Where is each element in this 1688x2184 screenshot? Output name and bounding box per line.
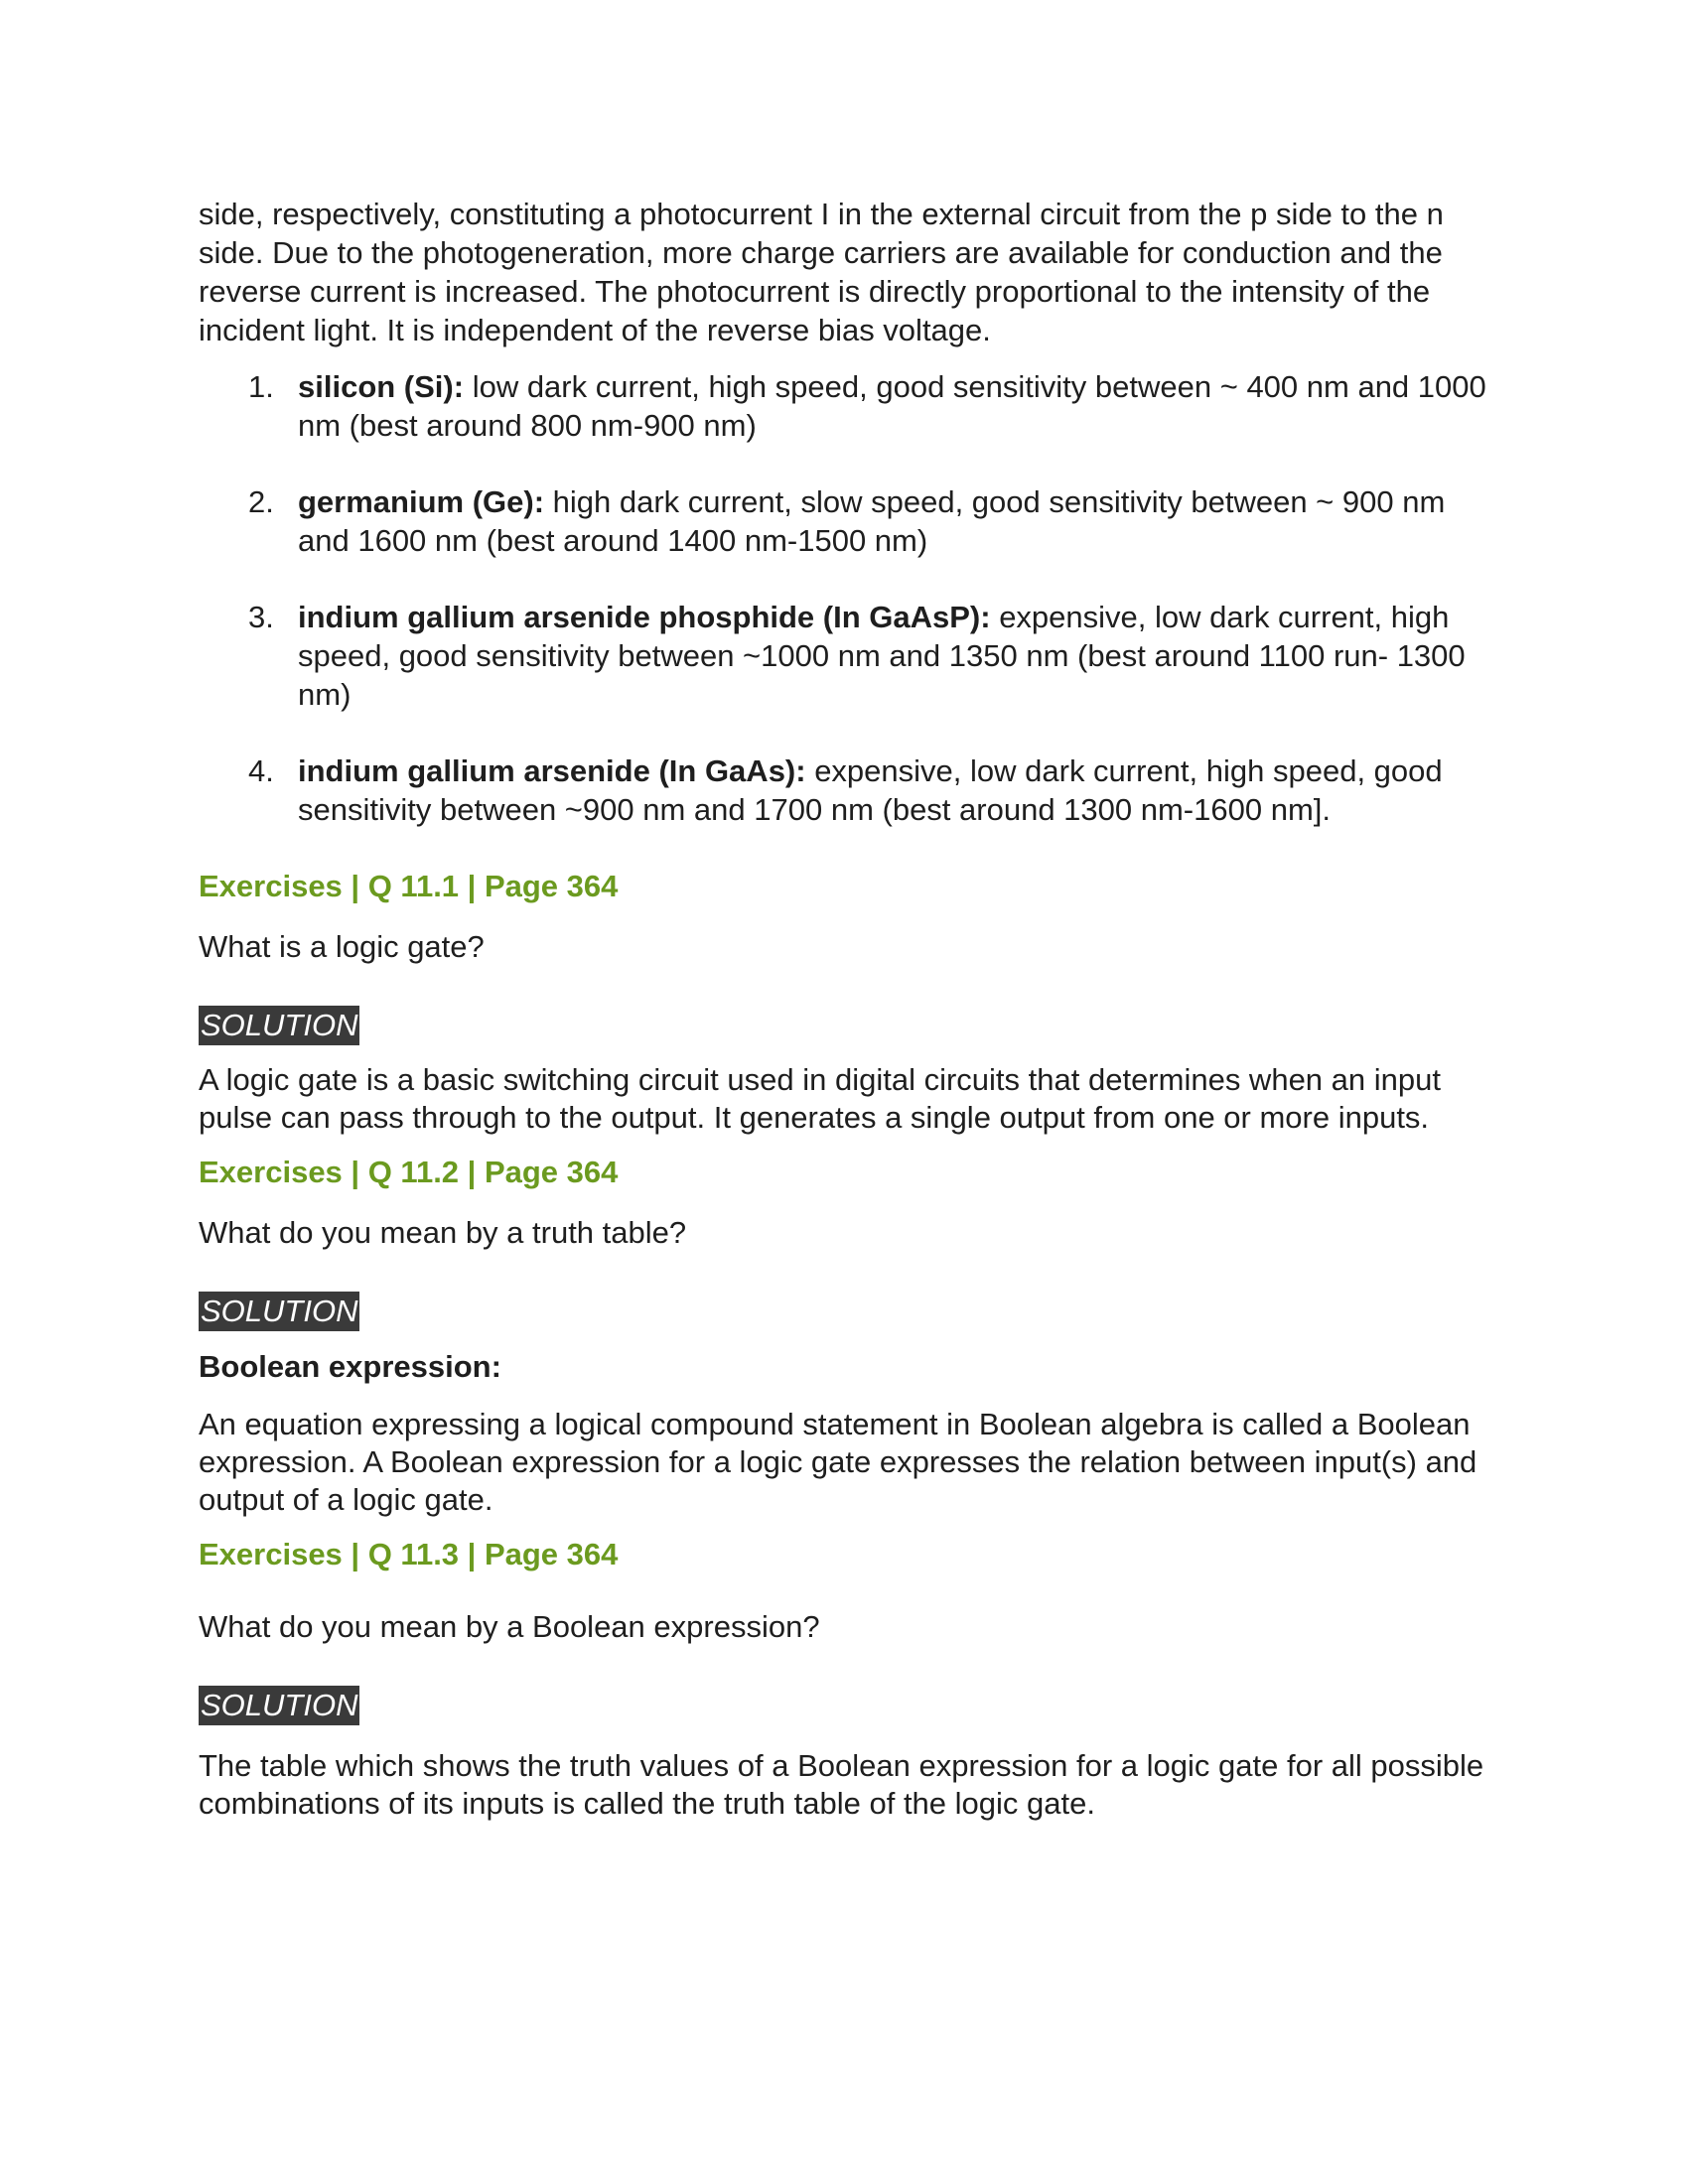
answer-text: A logic gate is a basic switching circuit used in digital circuits that determines when an input pulse can pass through to the output. It generates a single output from one or more inputs. [199,1062,1441,1135]
material-name: indium gallium arsenide phosphide (In GaAsP): [298,600,991,634]
material-name: germanium (Ge): [298,484,545,519]
exercise-heading[interactable]: Exercises | Q 11.1 | Page 364 [199,869,619,903]
question-text: What is a logic gate? [199,929,485,964]
solution-badge: SOLUTION [199,1006,359,1045]
solution-badge: SOLUTION [199,1292,359,1331]
question-text: What do you mean by a truth table? [199,1215,687,1250]
list-item [199,598,1489,714]
list-number: 1. [248,369,274,404]
exercise-heading[interactable]: Exercises | Q 11.3 | Page 364 [199,1537,619,1571]
material-description: low dark current, high speed, good sensitivity between ~ 400 nm and 1000 nm (best around 800 nm-900 nm) [298,369,1486,443]
list-number: 4. [248,753,274,788]
material-description: expensive, low dark current, high speed, good sensitivity between ~900 nm and 1700 nm (best around 1300 nm-1600 nm]. [298,753,1443,827]
boolean-expression-heading: Boolean expression: [199,1349,501,1384]
list-number: 2. [248,484,274,519]
document-page [199,195,1489,1823]
answer-text: The table which shows the truth values of a Boolean expression for a logic gate for all possible combinations of its inputs is called the truth table of the logic gate. [199,1748,1484,1821]
list-item [199,367,1489,445]
solution-badge: SOLUTION [199,1686,359,1725]
exercise-11-2 [199,1153,1489,1519]
exercise-heading[interactable]: Exercises | Q 11.2 | Page 364 [199,1155,619,1189]
material-description: high dark current, slow speed, good sensitivity between ~ 900 nm and 1600 nm (best around 1400 nm-1500 nm) [298,484,1446,558]
intro-paragraph: side, respectively, constituting a photocurrent I in the external circuit from the p side to the n side. Due to the photogeneration, more charge carriers are available for conduction and the reverse current is increased. The photocurrent is directly proportional to the intensity of the incident light. It is independent of the reverse bias voltage. [199,197,1444,347]
question-text: What do you mean by a Boolean expression? [199,1609,820,1644]
photodiode-materials-list [199,367,1489,829]
material-name: silicon (Si): [298,369,465,404]
exercise-11-1 [199,867,1489,1137]
list-item [199,482,1489,560]
material-name: indium gallium arsenide (In GaAs): [298,753,806,788]
list-item [199,751,1489,829]
exercise-11-3 [199,1535,1489,1823]
list-number: 3. [248,600,274,634]
answer-text: An equation expressing a logical compound statement in Boolean algebra is called a Boolean expression. A Boolean expression for a logic gate expresses the relation between input(s) and output of a logic gate. [199,1407,1477,1517]
material-description: expensive, low dark current, high speed, good sensitivity between ~1000 nm and 1350 nm (best around 1100 run- 1300 nm) [298,600,1466,712]
